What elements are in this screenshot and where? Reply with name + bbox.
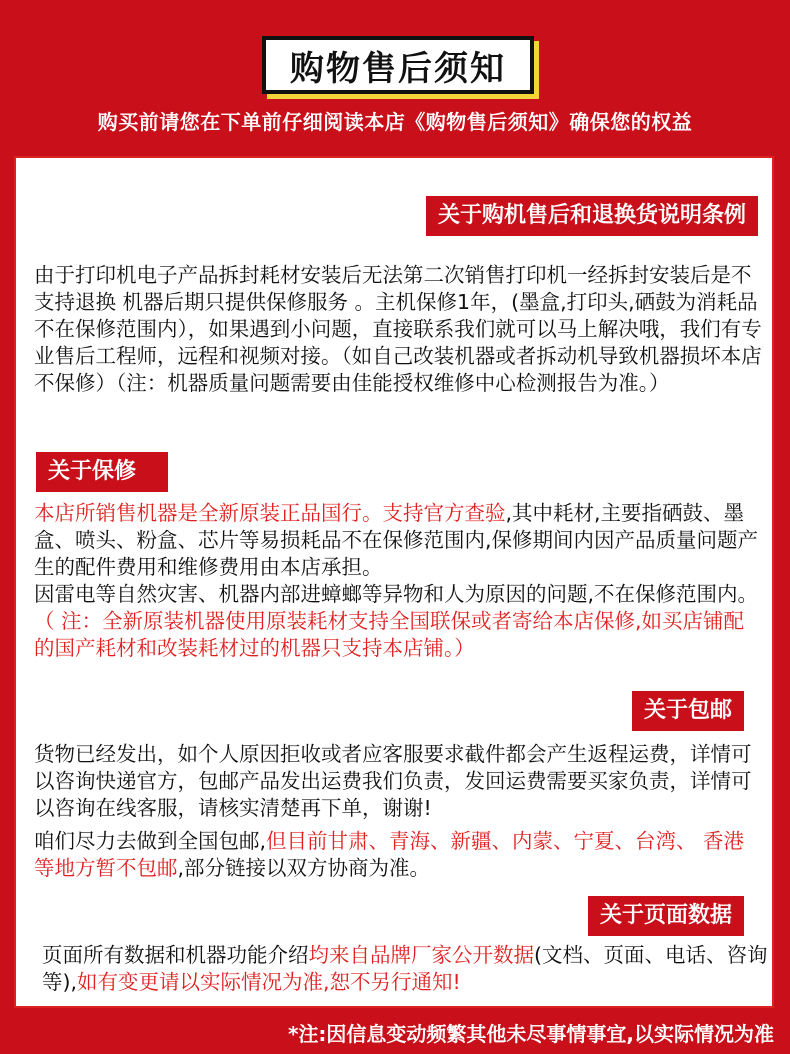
page-data-channels: (文档、页面、电话、咨询等),: [42, 943, 768, 994]
warranty-genuine-text: 本店所销售机器是全新原装正品国行。支持官方查验: [34, 501, 506, 525]
content-panel: [14, 156, 774, 1008]
page-title-text: 购物售后须知: [290, 48, 506, 89]
section-tag-data: 关于页面数据: [588, 896, 744, 936]
shipping-region-text: [34, 828, 762, 882]
section-tag-return: 关于购机售后和退换货说明条例: [426, 196, 758, 236]
shipping-region-intro: 咱们尽力去做到全国包邮,: [34, 829, 267, 853]
shipping-return-text: 货物已经发出，如个人原因拒收或者应客服要求截件都会产生返程运费，详情可以咨询快递官方，包邮产品发出运费我们负责，发回运费需要买家负责，详情可以咨询在线客服，请核实清楚再下单，谢谢!: [34, 742, 752, 820]
warranty-exclusion-text: 因雷电等自然灾害、机器内部进蟑螂等异物和人为原因的问题,不在保修范围内。: [34, 582, 759, 606]
section-tag-shipping: 关于包邮: [632, 691, 744, 731]
footer-note: *注:因信息变动频繁其他未尽事情事宜,以实际情况为准: [287, 1022, 774, 1046]
page-title: [262, 36, 534, 94]
page-data-text: [42, 942, 770, 996]
warranty-text: [34, 500, 762, 662]
warranty-note-text: （ 注：全新原装机器使用原装耗材支持全国联保或者寄给本店保修,如买店铺配的国产耗材和改装耗材过的机器只支持本店铺。）: [34, 609, 745, 660]
shipping-excluded-regions: 但目前甘肃、青海、新疆、内蒙、宁夏、台湾、 香港等地方暂不包邮: [34, 829, 745, 880]
warranty-consumables-text: ,其中耗材,主要指硒鼓、墨盒、喷头、粉盒、芯片等易损耗品不在保修范围内,保修期间内因产品质量问题产生的配件费用和维修费用由本店承担。: [34, 501, 759, 579]
page-subtitle: 购买前请您在下单前仔细阅读本店《购物售后须知》确保您的权益: [97, 110, 693, 134]
page-data-source: 均来自品牌厂家公开数据: [308, 943, 534, 967]
page-data-intro: 页面所有数据和机器功能介绍: [42, 943, 309, 967]
page-data-disclaimer: 如有变更请以实际情况为准,恕不另行通知!: [77, 970, 461, 994]
shipping-negotiation-text: ,部分链接以双方协商为准。: [177, 856, 431, 880]
return-policy-text: 由于打印机电子产品拆封耗材安装后无法第二次销售打印机一经拆封安装后是不支持退换 机器后期只提供保修服务 。主机保修1年，(墨盒,打印头,硒鼓为消耗品不在保修范围内），如果遇到小问题，直接联系我们就可以马上解决哦，我们有专业售后工程师，远程和视频对接。（如自己改装机器或者拆动机导致机器损坏本店不保修）（注：机器质量问题需要由佳能授权维修中心检测报告为准。）: [34, 263, 762, 395]
section-tag-warranty: 关于保修: [36, 452, 168, 492]
